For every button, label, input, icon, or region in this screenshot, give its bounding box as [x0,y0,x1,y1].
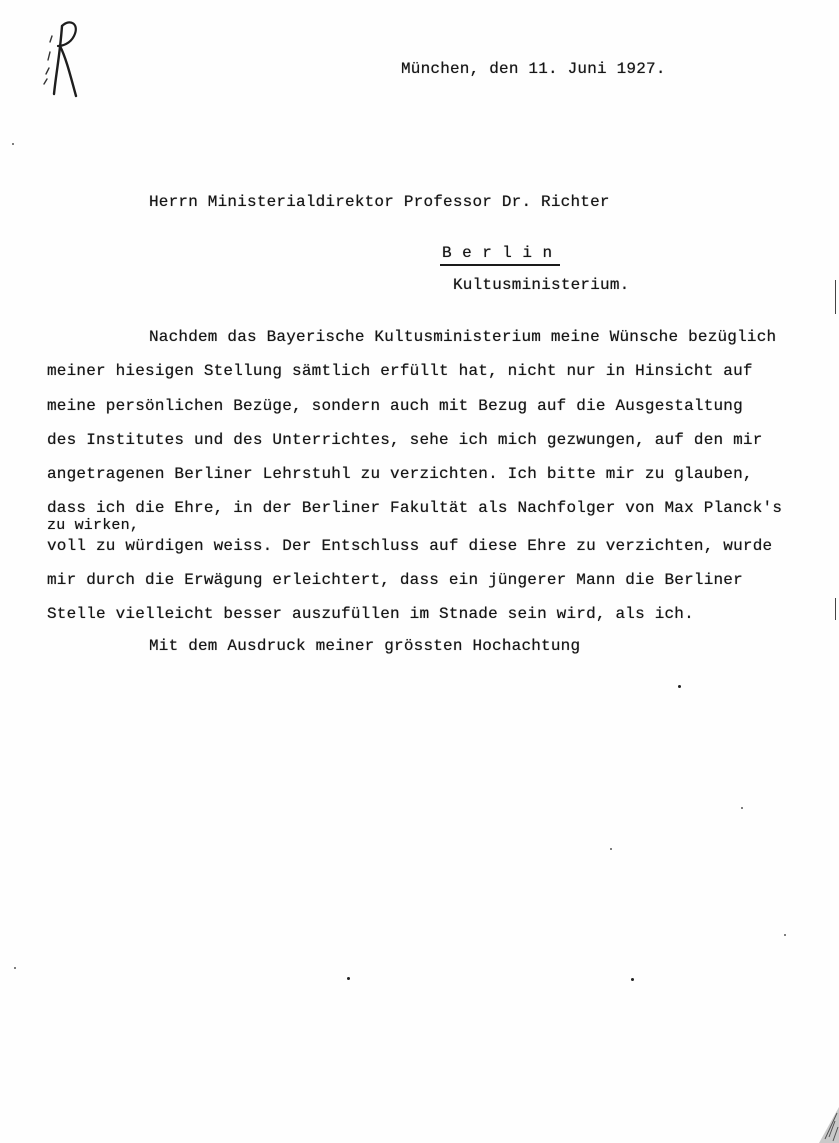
recipient-city: Berlin [442,244,563,262]
ink-speck [678,685,681,688]
date-line: München, den 11. Juni 1927. [401,60,666,78]
body-line-7: voll zu würdigen weiss. Der Entschluss auf diese Ehre zu verzichten, wurde [47,537,773,555]
ink-speck [784,934,786,936]
body-line-8: mir durch die Erwägung erleichtert, dass ein jüngerer Mann die Berliner [47,571,743,589]
closing-line: Mit dem Ausdruck meiner grössten Hochachtung [149,637,581,655]
corner-scan-artifact [779,1103,839,1143]
body-line-9: Stelle vielleicht besser auszufüllen im Stnade sein wird, als ich. [47,605,694,623]
inserted-phrase: zu wirken, [47,517,140,534]
body-line-1: Nachdem das Bayerische Kultusministerium meine Wünsche bezüglich [149,328,777,346]
recipient-line: Herrn Ministerialdirektor Professor Dr. Richter [149,193,610,211]
body-line-5: angetragenen Berliner Lehrstuhl zu verzichten. Ich bitte mir zu glauben, [47,465,753,483]
handwritten-initial-mark [40,16,84,100]
body-line-4: des Institutes und des Unterrichtes, sehe ich mich gezwungen, auf den mir [47,431,763,449]
body-line-2: meiner hiesigen Stellung sämtlich erfüllt hat, nicht nur in Hinsicht auf [47,362,753,380]
page-edge-mark [835,280,836,314]
city-underline [440,264,560,266]
page-edge-mark [835,598,836,620]
body-line-3: meine persönlichen Bezüge, sondern auch mit Bezug auf die Ausgestaltung [47,397,743,415]
ink-speck [741,807,743,809]
ink-speck [12,143,14,145]
ink-speck [631,978,634,981]
body-line-6: dass ich die Ehre, in der Berliner Fakultät als Nachfolger von Max Planck's [47,499,783,517]
ink-speck [14,967,16,969]
ink-speck [347,977,350,980]
ink-speck [610,848,612,850]
recipient-department: Kultusministerium. [453,276,630,294]
